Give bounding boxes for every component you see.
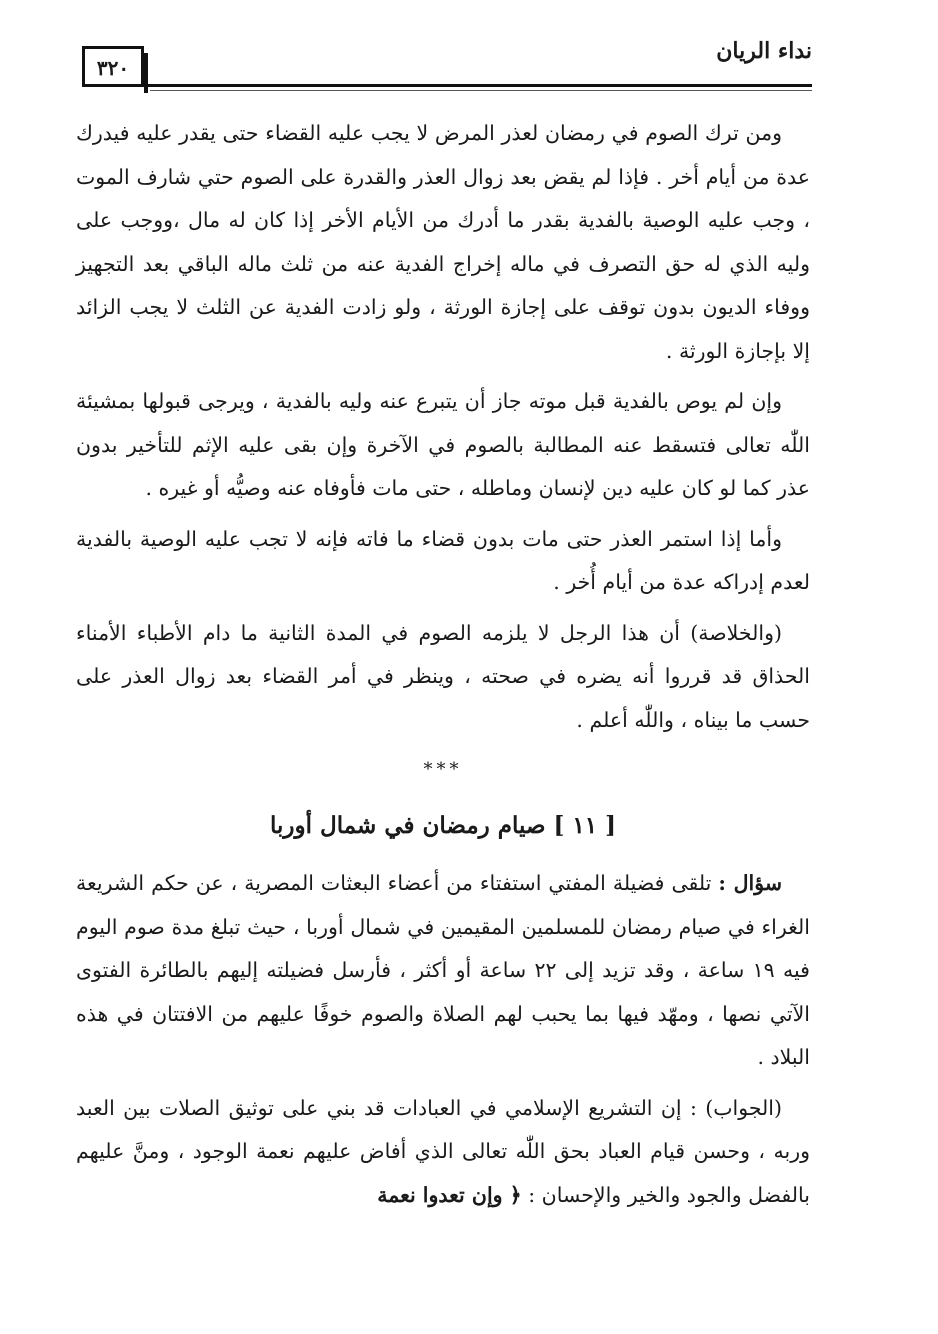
- section-separator: ***: [423, 759, 463, 780]
- header-rule: [82, 84, 812, 87]
- answer-text: (الجواب) : إن التشريع الإسلامي في العبادات قد بني على توثيق الصلات بين العبد وربه ، وحسن قيام العباد بحق اللّٰه تعالى الذي أفاض عليهم نعمة الوجود ، ومنَّ عليهم بالفضل والجود والخير والإحسان :: [76, 1095, 810, 1207]
- header-rule-thin: [150, 90, 812, 91]
- paragraph-1: ومن ترك الصوم في رمضان لعذر المرض لا يجب عليه القضاء حتى يقدر عليه فيدرك عدة من أيام أخر . فإذا لم يقض بعد زوال العذر والقدرة على الصوم حتي شارف الموت ، وجب عليه الوصية بالفدية بقدر ما أدرك من الأيام الأخر إذا كان له مال ،ووجب على وليه الذي له حق التصرف في ماله إخراج الفدية عنه من ثلث ماله الباقي بعد التجهيز ووفاء الديون بدون توقف على إجازة الورثة ، ولو زادت الفدية عن الثلث لا يجب الزائد إلا بإجازة الورثة .: [76, 121, 810, 363]
- paragraph-4: (والخلاصة) أن هذا الرجل لا يلزمه الصوم في المدة الثانية ما دام الأطباء الأمناء الحذاق قد قرروا أنه يضره في صحته ، وينظر في أمر القضاء بعد زوال العذر على حسب ما بيناه ، واللّٰه أعلم .: [76, 620, 810, 732]
- page-number: ٣٢٠: [82, 46, 144, 86]
- question-label: سؤال :: [718, 871, 782, 895]
- page-header: [82, 30, 812, 90]
- quran-quote-start: ﴿ وإن تعدوا نعمة: [377, 1182, 522, 1207]
- question-text: تلقى فضيلة المفتي استفتاء من أعضاء البعثات المصرية ، عن حكم الشريعة الغراء في صيام رمضان للمسلمين المقيمين في شمال أوربا ، حيث تبلغ مدة صوم اليوم فيه ١٩ ساعة ، وقد تزيد إلى ٢٢ ساعة أو أكثر ، فأرسل فضيلته إليهم بالطائرة الفتوى الآتي نصها ، ومهّد فيها بما يحبب لهم الصلاة والصوم خوفًا عليهم من الافتتان في هذه البلاد .: [76, 871, 810, 1069]
- running-title: نداء الريان: [716, 38, 812, 64]
- question-paragraph: [76, 862, 810, 1080]
- page-body: [76, 112, 810, 1217]
- answer-paragraph: [76, 1087, 810, 1218]
- paragraph-3: وأما إذا استمر العذر حتى مات بدون قضاء ما فاته فإنه لا تجب عليه الوصية بالفدية لعدم إدراكه عدة من أيام أُخر .: [76, 526, 810, 594]
- paragraph-2: وإن لم يوص بالفدية قبل موته جاز أن يتبرع عنه وليه بالفدية ، ويرجى قبولها بمشيئة اللّٰه تعالى فتسقط عنه المطالبة بالصوم في الآخرة وإن بقى عليه الإثم للتأخير بدون عذر كما لو كان عليه دين لإنسان وماطله ، حتى مات فأوفاه عنه وصيُّه أو غيره .: [76, 389, 810, 500]
- section-heading: [ ١١ ] صيام رمضان في شمال أوربا: [270, 812, 616, 839]
